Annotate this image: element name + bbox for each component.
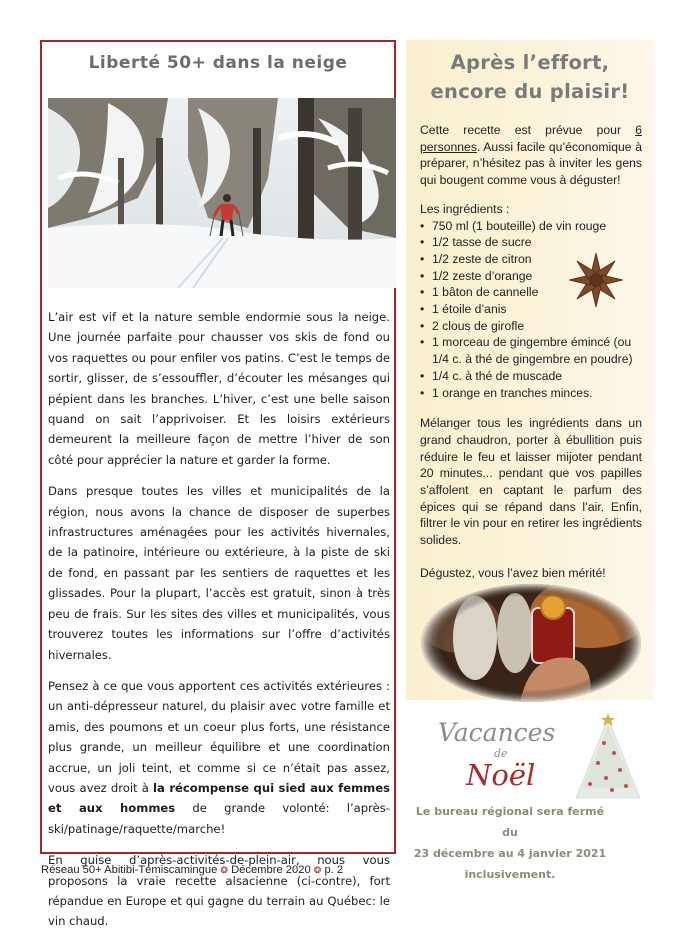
- recipe-method: Mélanger tous les ingrédients dans un grand chaudron, porter à ébullition puis réduire le feu et laisser mijoter pendant 20 minutes... pendant que vos papilles s’affolent en captant le parfum des épices qui se répand dans l’air. Enfin, filtrer le vin pour en retirer les ingrédients solides.: [420, 416, 642, 548]
- footer-bullet-icon: ❂: [220, 865, 228, 875]
- ingredient-item: • 1/2 zeste d’orange: [420, 268, 642, 285]
- recipe-intro: [420, 122, 642, 189]
- intro-end: . Aussi facile qu’économique à préparer, n’hésitez pas à inviter les gens qui bougent comme vous à déguster!: [420, 139, 642, 188]
- article-body: [48, 307, 390, 943]
- ingredient-item: • 1 bâton de cannelle: [420, 284, 642, 301]
- noel-word: Noël: [466, 758, 536, 792]
- notice-line-2: 23 décembre au 4 janvier 2021: [413, 847, 607, 860]
- footer-date: Décembre 2020: [231, 864, 311, 876]
- ingredient-item: • 1 morceau de gingembre émincé (ou 1/4 c. à thé de gingembre en poudre): [420, 334, 642, 367]
- mulled-wine-photo: [420, 583, 642, 703]
- article-title: Liberté 50+ dans la neige: [88, 53, 348, 73]
- paragraph-3-bold: la récompense qui sied aux femmes et aux hommes: [48, 780, 391, 816]
- office-closure-notice: [410, 801, 610, 885]
- intro-servings: 6 personnes: [420, 123, 642, 154]
- article-paragraph-3: [48, 676, 390, 839]
- recipe-title-line-1: Après l’effort,: [450, 51, 610, 74]
- footer-bullet-icon: ❂: [313, 865, 322, 875]
- ingredient-item: • 1 étoile d’anis: [420, 301, 642, 318]
- de-word: de: [494, 747, 508, 760]
- recipe-title: [406, 48, 654, 106]
- ingredient-item: • 750 ml (1 bouteille) de vin rouge: [420, 218, 642, 235]
- ingredient-item: • 1/2 zeste de citron: [420, 251, 642, 268]
- article-paragraph-4: En guise d’après-activités-de-plein-air, nous vous proposons la vraie recette alsacienne (ci-contre), fort répandue en Europe et qui gagne du terrain au Québec: le vin chaud.: [48, 853, 390, 929]
- footer-page: p. 2: [324, 864, 344, 876]
- article-paragraph-1: L’air est vif et la nature semble endormie sous la neige. Une journée parfaite pour chausser vos skis de fond ou vos raquettes ou pour enfiler vos patins. C’est le temps de sortir, glisser, de s’essouffler, d’écouter les mésanges qui pépient dans les branches. L’hiver, c’est une belle saison quand on sait l’apprivoiser. Et les loisirs extérieurs demeurent la meilleure façon de mettre l’hiver de son côté pour apprécier la nature et garder la forme.: [48, 310, 390, 467]
- ingredient-item: • 1/4 c. à thé de muscade: [420, 368, 642, 385]
- holiday-banner: [408, 708, 654, 803]
- paragraph-3-end: de grande volonté: l’après-ski/patinage/raquette/marche!: [48, 801, 390, 836]
- article-paragraph-2: Dans presque toutes les villes et municipalités de la région, nous avons la chance de disposer de superbes infrastructures aménagées pour les activités hivernales, de la patinoire, intérieure ou extérieure, à la piste de ski de fond, en passant par les sentiers de raquettes et les glissades. Pour la plupart, l’accès est gratuit, sinon à très peu de frais. Sur les sites des villes et municipalités, vous trouverez toutes les informations sur l’offre d’activités hivernales.: [48, 484, 390, 662]
- page-footer: [41, 864, 343, 876]
- vacances-word: Vacances: [438, 718, 556, 747]
- intro-start: Cette recette est prévue pour: [420, 123, 636, 137]
- footer-org: Réseau 50+ Abitibi-Témiscamingue: [41, 864, 218, 876]
- recipe-body: [420, 122, 642, 582]
- notice-line-1: Le bureau régional sera fermé du: [415, 805, 605, 839]
- paragraph-3-start: Pensez à ce que vous apportent ces activités extérieures : un anti-dépresseur naturel, du plaisir avec votre famille et amis, des poumons et un coeur plus forts, une résistance plus grande, un meilleur équilibre et une coordination accrue, un joli teint, et comme si ce n’était pas assez, vous avez droit à: [48, 678, 390, 795]
- ingredients-title: Les ingrédients :: [420, 201, 510, 216]
- ingredient-item: • 2 clous de girofle: [420, 318, 642, 335]
- ingredient-item: • 1/2 tasse de sucre: [420, 234, 642, 251]
- snow-skier-photo: [48, 98, 396, 288]
- star-anise-image: [566, 250, 626, 310]
- recipe-title-line-2: encore du plaisir!: [430, 80, 630, 103]
- recipe-closing: Dégustez, vous l’avez bien mérité!: [420, 565, 606, 580]
- notice-line-3: inclusivement.: [464, 868, 556, 881]
- ingredient-item: • 1 orange en tranches minces.: [420, 385, 642, 402]
